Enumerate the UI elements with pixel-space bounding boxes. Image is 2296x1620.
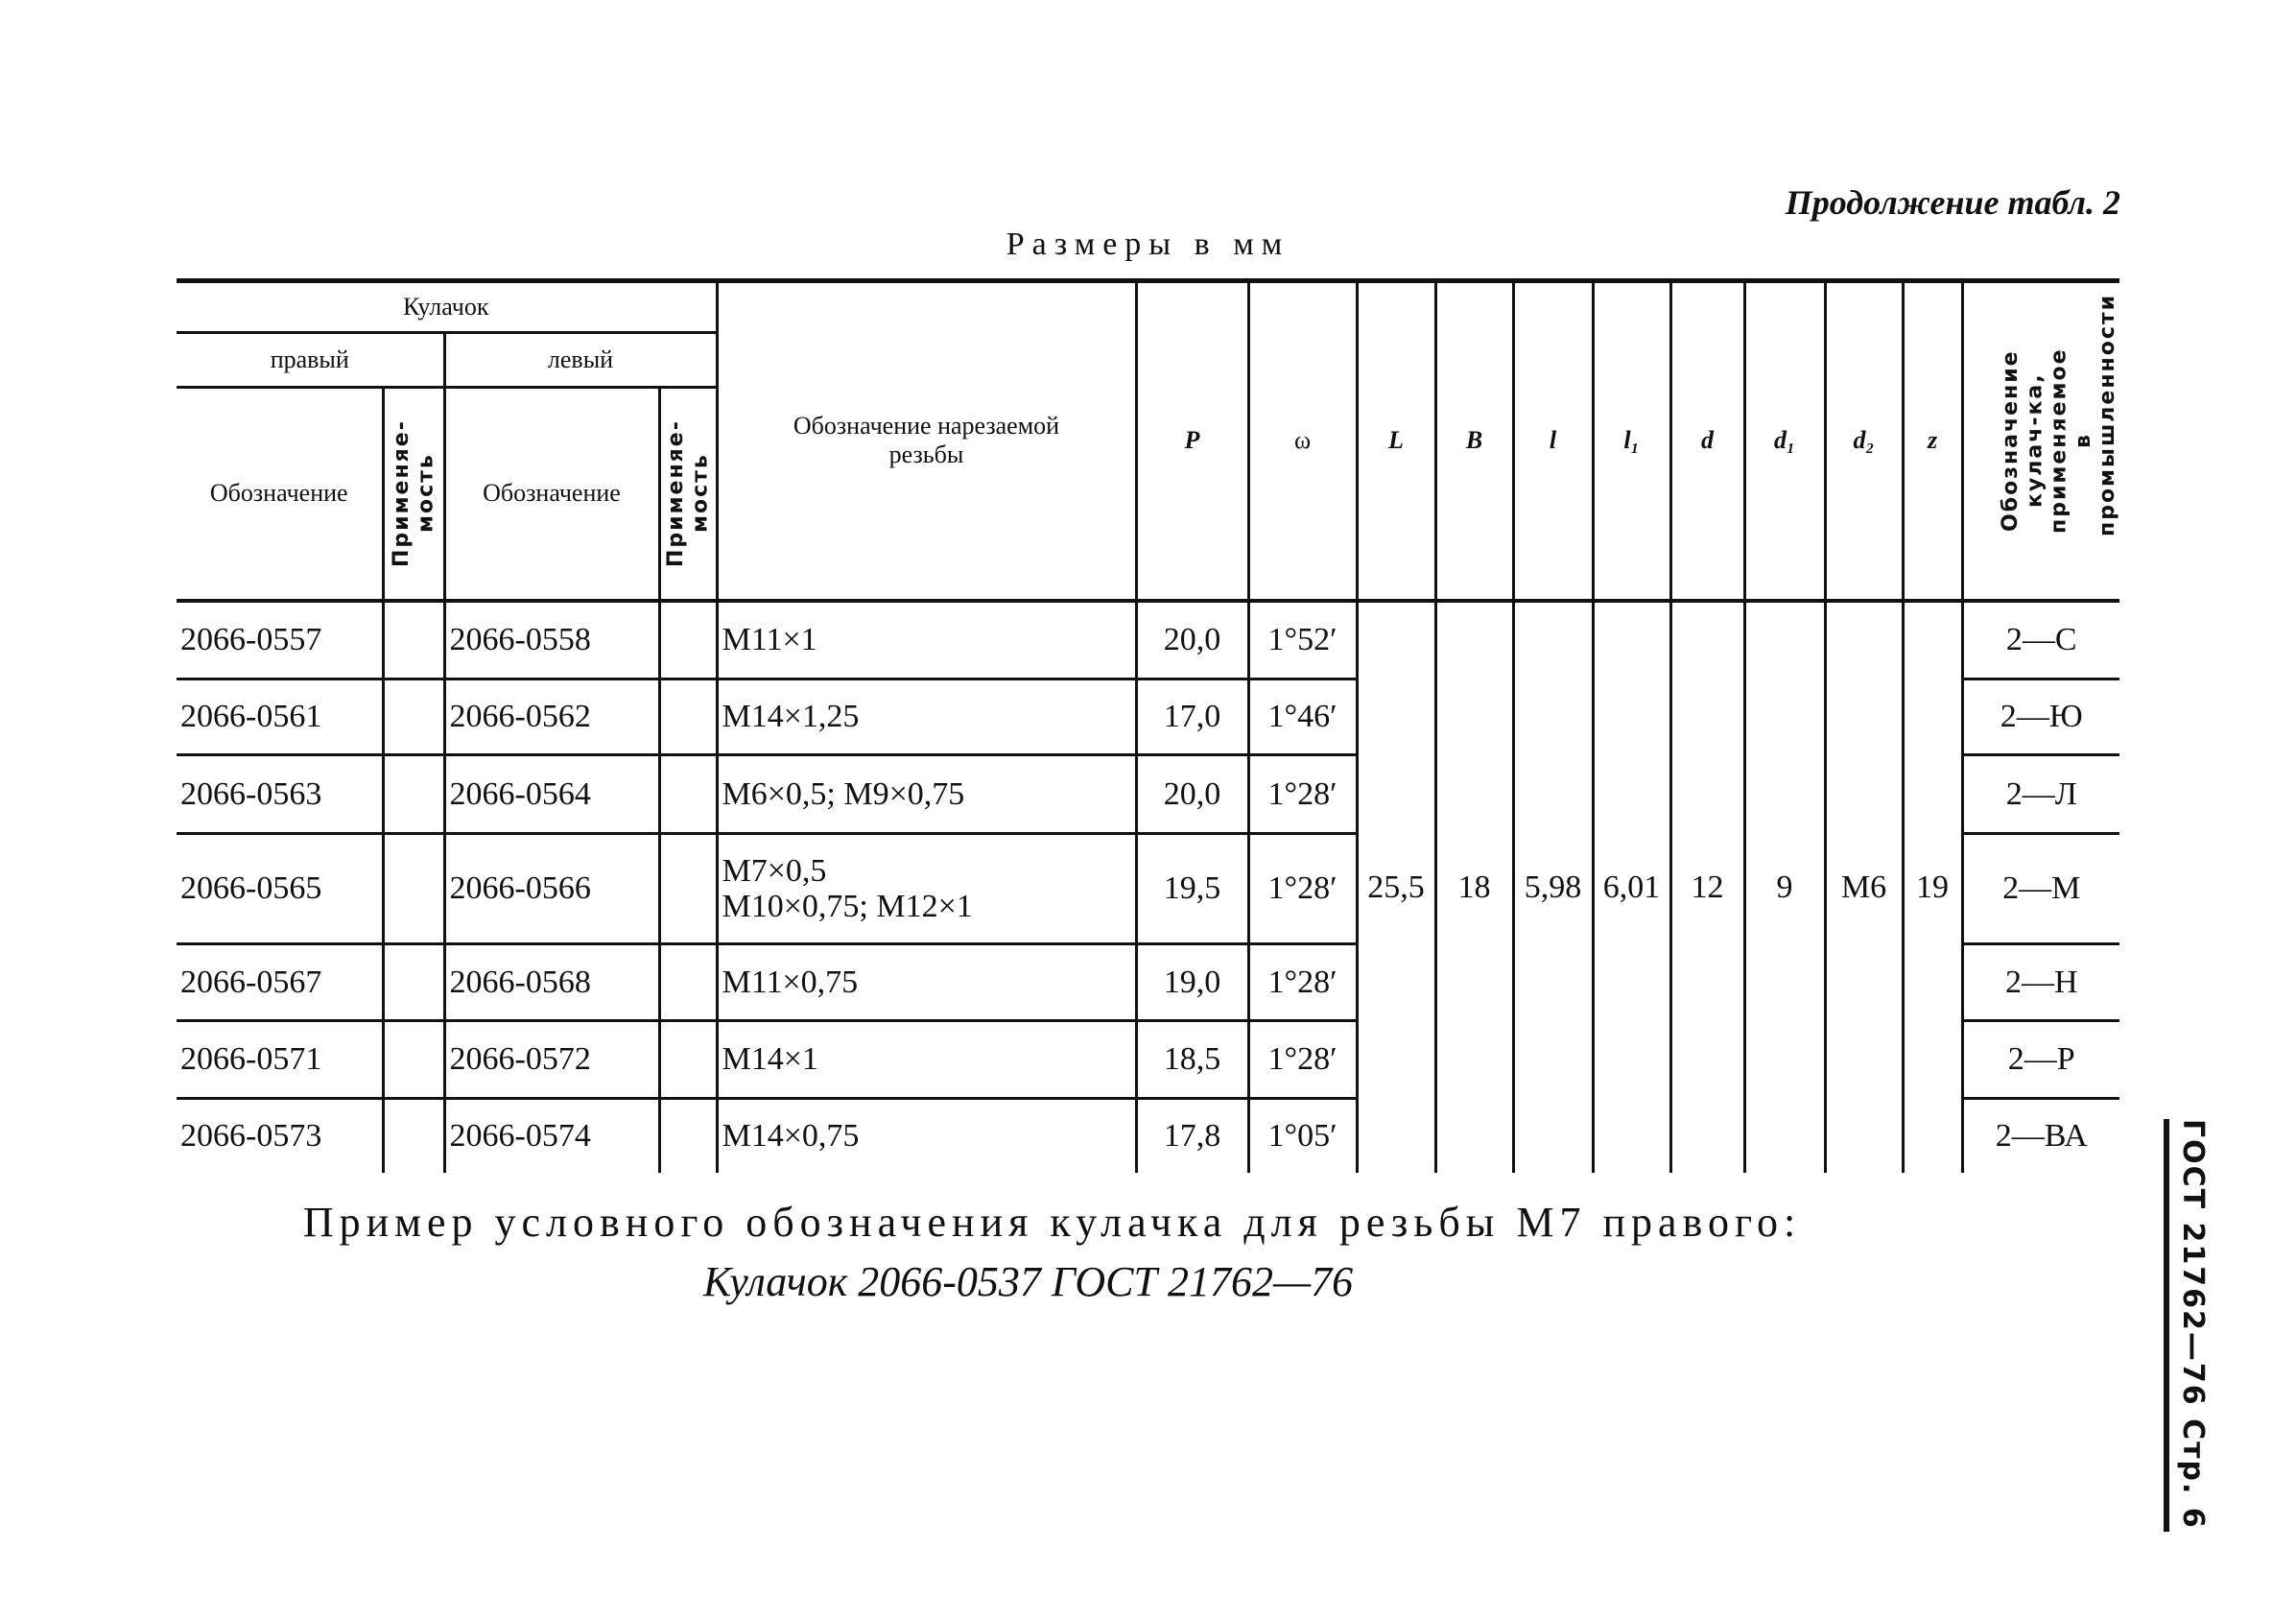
side-rule	[2164, 1119, 2169, 1532]
right-designation: 2066-0573	[180, 1117, 322, 1154]
pitch-P: 19,5	[1136, 834, 1248, 944]
header-left-designation: Обозначение	[444, 388, 659, 601]
industry-designation: 2—Л	[1962, 755, 2119, 834]
pitch-P: 20,0	[1136, 601, 1248, 679]
common-d: 12	[1670, 601, 1744, 1173]
industry-designation: 2—Ю	[1962, 679, 2119, 755]
side-page-label: ГОСТ 21762—76 Стр. 6	[2176, 1119, 2210, 1530]
industry-designation: 2—С	[1962, 601, 2119, 679]
table-row	[177, 601, 2119, 679]
header-d: d	[1670, 281, 1744, 601]
thread-designation: M11×1	[717, 601, 1136, 679]
left-designation: 2066-0568	[444, 944, 659, 1021]
header-right-applicability	[383, 388, 444, 601]
common-d2: M6	[1825, 601, 1903, 1173]
angle-omega: 1°28′	[1248, 755, 1357, 834]
header-left: левый	[444, 333, 717, 388]
right-applicability	[383, 1099, 444, 1173]
thread-designation: M14×1	[717, 1021, 1136, 1099]
cam-dimensions-table	[177, 278, 2119, 1173]
right-applicability	[383, 601, 444, 679]
left-designation: 2066-0562	[444, 679, 659, 755]
left-applicability	[659, 601, 717, 679]
header-cam: Кулачок	[177, 281, 717, 333]
header-left-applicability	[659, 388, 717, 601]
common-l1: 6,01	[1593, 601, 1670, 1173]
thread-designation: M7×0,5 M10×0,75; M12×1	[717, 834, 1136, 944]
industry-designation: 2—М	[1962, 834, 2119, 944]
left-applicability	[659, 755, 717, 834]
right-applicability	[383, 834, 444, 944]
header-L: L	[1357, 281, 1435, 601]
left-designation: 2066-0574	[444, 1099, 659, 1173]
angle-omega: 1°05′	[1248, 1099, 1357, 1173]
common-L: 25,5	[1357, 601, 1435, 1173]
left-designation: 2066-0564	[444, 755, 659, 834]
applicability-text: Применяе-мость	[390, 419, 438, 568]
header-industry-text: Обозначение кулач-ка, применяемое в промышленности	[1998, 294, 2119, 537]
right-designation: 2066-0571	[177, 1021, 383, 1099]
example-caption: Пример условного обозначения кулачка для резьбы М7 правого:	[302, 1199, 1802, 1246]
pitch-P: 20,0	[1136, 755, 1248, 834]
table-continuation-label: Продолжение табл. 2	[1785, 183, 2120, 222]
header-right: правый	[177, 333, 444, 388]
header-l: l	[1513, 281, 1593, 601]
units-caption: Размеры в мм	[1006, 226, 1290, 262]
thread-designation: M14×0,75	[717, 1099, 1136, 1173]
header-right-designation: Обозначение	[177, 388, 383, 601]
angle-omega: 1°28′	[1248, 944, 1357, 1021]
header-thread: Обозначение нарезаемой резьбы	[717, 281, 1136, 601]
thread-designation: M11×0,75	[717, 944, 1136, 1021]
angle-omega: 1°28′	[1248, 834, 1357, 944]
angle-omega: 1°28′	[1248, 1021, 1357, 1099]
right-applicability	[383, 679, 444, 755]
right-designation: 2066-0563	[177, 755, 383, 834]
left-designation: 2066-0572	[444, 1021, 659, 1099]
left-applicability	[659, 834, 717, 944]
right-designation: 2066-0565	[177, 834, 383, 944]
left-applicability	[659, 1099, 717, 1173]
example-designation: Кулачок 2066-0537 ГОСТ 21762—76	[702, 1258, 1354, 1305]
right-applicability	[383, 944, 444, 1021]
right-designation: 2066-0561	[177, 679, 383, 755]
header-P: P	[1136, 281, 1248, 601]
pitch-P: 17,0	[1136, 679, 1248, 755]
header-l1: l₁	[1593, 281, 1670, 601]
pitch-P: 17,8	[1136, 1099, 1248, 1173]
right-applicability	[383, 1021, 444, 1099]
right-applicability	[383, 755, 444, 834]
left-applicability	[659, 944, 717, 1021]
header-B: B	[1435, 281, 1513, 601]
industry-designation: 2—ВА	[1962, 1099, 2119, 1173]
common-d1: 9	[1744, 601, 1825, 1173]
common-l: 5,98	[1513, 601, 1593, 1173]
header-d2: d₂	[1825, 281, 1903, 601]
thread-designation: M14×1,25	[717, 679, 1136, 755]
left-designation: 2066-0558	[444, 601, 659, 679]
thread-designation: M6×0,5; M9×0,75	[717, 755, 1136, 834]
applicability-text: Применяе-мость	[664, 419, 713, 568]
pitch-P: 19,0	[1136, 944, 1248, 1021]
industry-designation: 2—Р	[1962, 1021, 2119, 1099]
common-B: 18	[1435, 601, 1513, 1173]
header-omega: ω	[1248, 281, 1357, 601]
left-applicability	[659, 1021, 717, 1099]
left-applicability	[659, 679, 717, 755]
left-designation: 2066-0566	[444, 834, 659, 944]
angle-omega: 1°52′	[1248, 601, 1357, 679]
header-industry	[1962, 281, 2119, 601]
pitch-P: 18,5	[1136, 1021, 1248, 1099]
right-designation: 2066-0567	[177, 944, 383, 1021]
common-z: 19	[1903, 601, 1962, 1173]
right-designation: 2066-0557	[177, 601, 383, 679]
header-d1: d₁	[1744, 281, 1825, 601]
header-z: z	[1903, 281, 1962, 601]
angle-omega: 1°46′	[1248, 679, 1357, 755]
industry-designation: 2—Н	[1962, 944, 2119, 1021]
